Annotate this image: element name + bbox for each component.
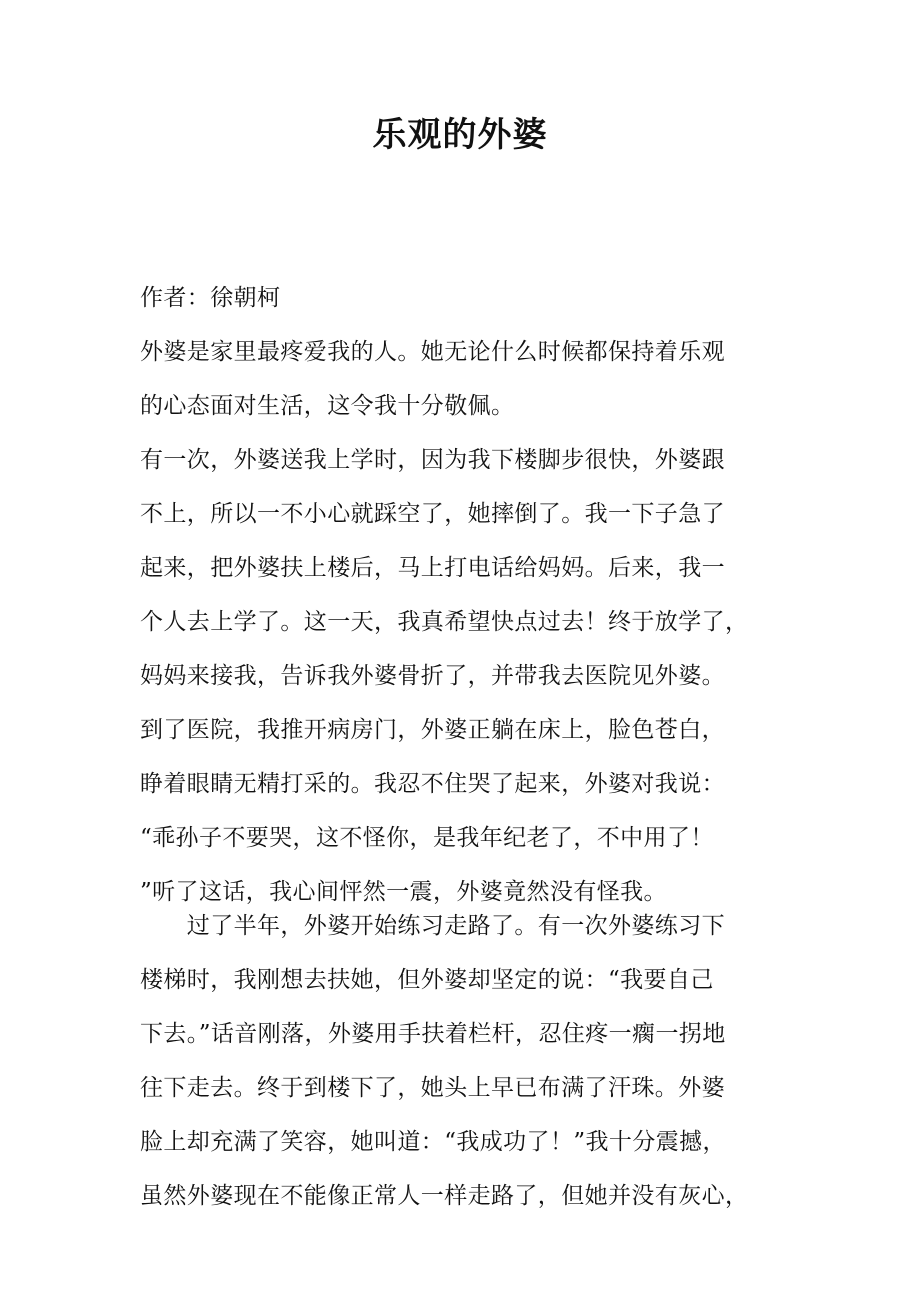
document-title: 乐观的外婆 — [372, 115, 548, 155]
text-line: 外婆是家里最疼爱我的人。她无论什么时候都保持着乐观 — [140, 339, 725, 365]
text-line: 过了半年，外婆开始练习走路了。有一次外婆练习下 — [140, 913, 725, 939]
text-line: 睁着眼睛无精打采的。我忍不住哭了起来，外婆对我说： — [140, 771, 725, 797]
paragraph-block-2 — [140, 899, 780, 1223]
text-line: 往下走去。终于到楼下了，她头上早已布满了汗珠。外婆 — [140, 1075, 725, 1101]
text-line: 有一次，外婆送我上学时，因为我下楼脚步很快，外婆跟 — [140, 447, 725, 473]
text-line: 下去。”话音刚落，外婆用手扶着栏杆，忍住疼一瘸一拐地 — [140, 1021, 726, 1047]
text-line: 妈妈来接我，告诉我外婆骨折了，并带我去医院见外婆。 — [140, 663, 725, 689]
text-line: 起来，把外婆扶上楼后，马上打电话给妈妈。后来，我一 — [140, 555, 725, 581]
text-line: “乖孙子不要哭，这不怪你，是我年纪老了，不中用了！ — [140, 825, 714, 851]
text-line: 到了医院，我推开病房门，外婆正躺在床上，脸色苍白， — [140, 717, 725, 743]
author-line: 作者：徐朝柯 — [140, 285, 281, 311]
paragraph-block-1 — [140, 271, 780, 919]
text-line: ”听了这话，我心间怦然一震，外婆竟然没有怪我。 — [140, 879, 667, 905]
text-line: 楼梯时，我刚想去扶她，但外婆却坚定的说：“我要自己 — [140, 967, 714, 993]
text-line: 个人去上学了。这一天，我真希望快点过去！终于放学了， — [140, 609, 749, 635]
text-line: 脸上却充满了笑容，她叫道：“我成功了！”我十分震撼， — [140, 1129, 726, 1155]
text-line: 虽然外婆现在不能像正常人一样走路了，但她并没有灰心， — [140, 1183, 749, 1209]
text-line: 不上，所以一不小心就踩空了，她摔倒了。我一下子急了 — [140, 501, 725, 527]
text-line: 的心态面对生活，这令我十分敬佩。 — [140, 393, 515, 419]
